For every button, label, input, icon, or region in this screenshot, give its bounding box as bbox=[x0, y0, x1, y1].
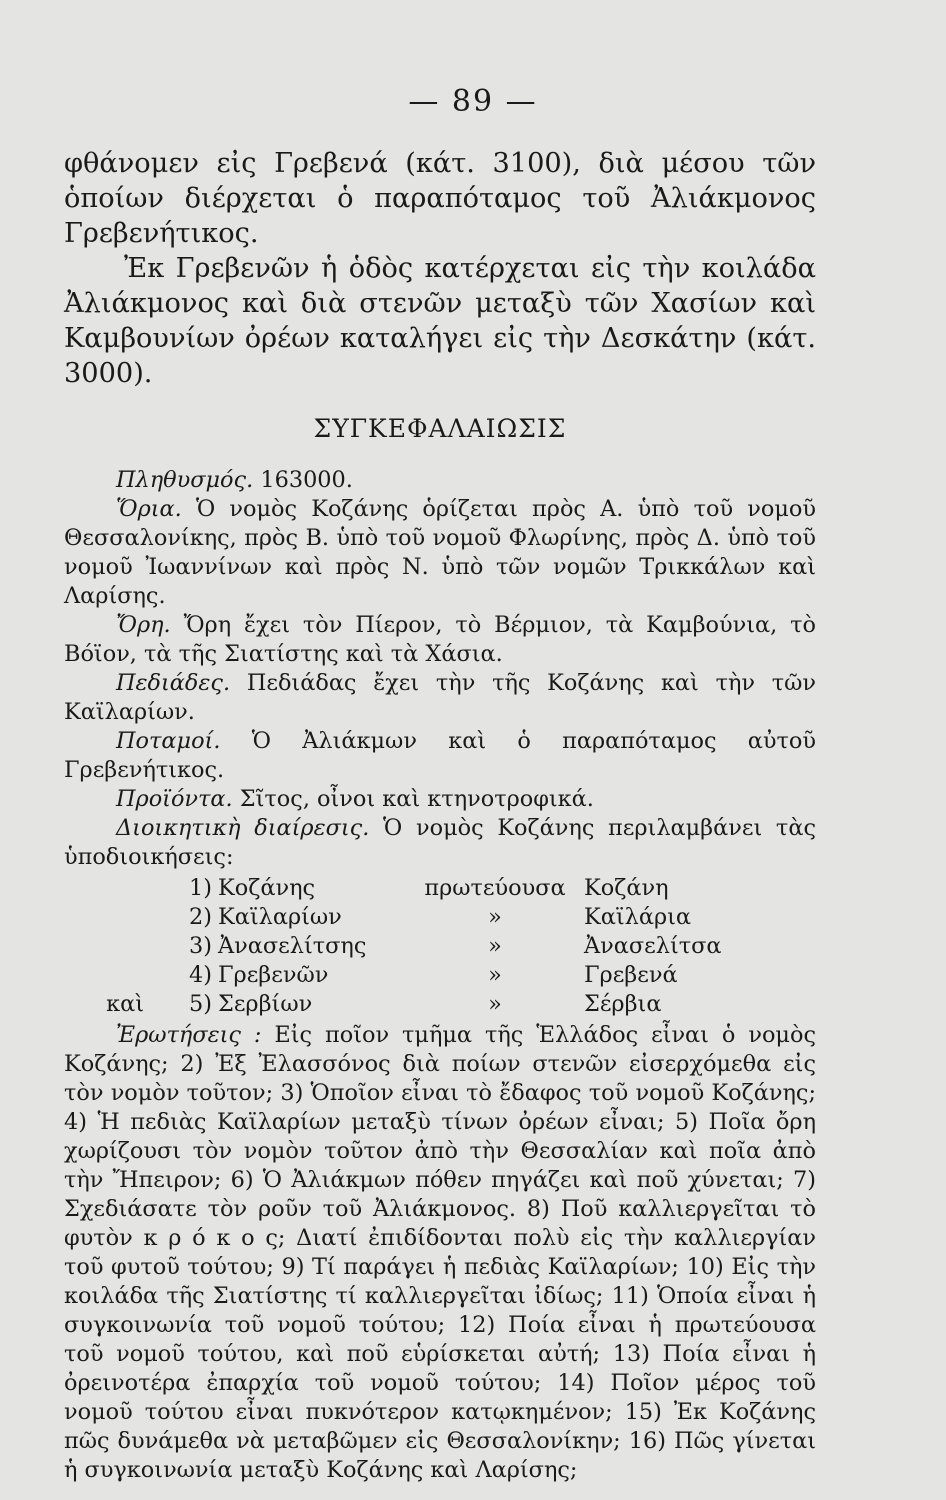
row-capital: Γρεβενά bbox=[584, 962, 678, 988]
products-label: Προϊόντα. bbox=[116, 786, 233, 812]
section-heading: ΣΥΓΚΕΦΑΛΑΙΩΣΙΣ bbox=[313, 414, 567, 443]
row-name: Καϊλαρίων bbox=[218, 904, 342, 930]
row-name: Γρεβενῶν bbox=[218, 962, 329, 988]
page-content bbox=[64, 146, 816, 1485]
division-label: Διοικητικὴ διαίρεσις. bbox=[116, 815, 370, 841]
plains-text: Πεδιάδας ἔχει τὴν τῆς Κοζάνης καὶ τὴν τῶν Καϊλαρίων. bbox=[64, 670, 816, 725]
row-capital: Σέρβια bbox=[584, 991, 662, 1017]
summary-borders bbox=[64, 495, 816, 611]
row-capital: Καϊλάρια bbox=[584, 904, 692, 930]
summary-population bbox=[64, 466, 816, 495]
subdivision-row bbox=[64, 874, 816, 903]
paragraph-2: Ἐκ Γρεβενῶν ἡ ὁδὸς κατέρχεται εἰς τὴν κοιλάδα Ἀλιάκμονος καὶ διὰ στενῶν μεταξὺ τῶν Χασίων καὶ Καμβουνίων ὀρέων καταλήγει εἰς τὴν Δεσκάτην (κάτ. 3000). bbox=[64, 253, 816, 389]
borders-label: Ὅρια. bbox=[116, 496, 182, 522]
mountains-text: Ὄρη ἔχει τὸν Πίερον, τὸ Βέρμιον, τὰ Καμβούνια, τὸ Βόϊον, τὰ τῆς Σιατίστης καὶ τὰ Χάσια. bbox=[64, 612, 816, 667]
row-mid: » bbox=[488, 933, 502, 959]
rivers-text: Ὁ Ἀλιάκμων καὶ ὁ παραπόταμος αὐτοῦ Γρεβενήτικος. bbox=[64, 728, 816, 783]
summary-plains bbox=[64, 669, 816, 727]
row-prefix bbox=[64, 961, 150, 990]
summary-mountains bbox=[64, 611, 816, 669]
row-number: 4) bbox=[189, 962, 212, 988]
row-mid: πρωτεύουσα bbox=[424, 875, 566, 901]
row-number: 1) bbox=[189, 875, 212, 901]
row-mid: » bbox=[488, 962, 502, 988]
row-capital: Κοζάνη bbox=[584, 875, 669, 901]
row-number: 3) bbox=[189, 933, 212, 959]
products-text: Σῖτος, οἶνοι καὶ κτηνοτροφικά. bbox=[239, 786, 594, 812]
rivers-label: Ποταμοί. bbox=[116, 728, 221, 754]
questions-text: Εἰς ποῖον τμῆμα τῆς Ἑλλάδος εἶναι ὁ νομὸς Κοζάνης; 2) Ἐξ Ἐλασσόνος διὰ ποίων στενῶν εἰσερχόμεθα εἰς τὸν νομὸν τοῦτον; 3) Ὁποῖον εἶναι τὸ ἔδαφος τοῦ νομοῦ Κοζάνης; 4) Ἡ πεδιὰς Καϊλαρίων μεταξὺ τίνων ὀρέων εἶναι; 5) Ποῖα ὄρη χωρίζουσι τὸν νομὸν τοῦτον ἀπὸ τὴν Θεσσαλίαν καὶ ποῖα ἀπὸ τὴν Ἤπειρον; 6) Ὁ Ἀλιάκμων πόθεν πηγάζει καὶ ποῦ χύνεται; 7) Σχεδιάσατε τὸν ροῦν τοῦ Ἀλιάκμονος. 8) Ποῦ καλλιεργεῖται τὸ φυτὸν κ ρ ό κ ο ς; Διατί ἐπιδίδονται πολὺ εἰς τὴν καλλιεργίαν τοῦ φυτοῦ τούτου; 9) Τί παράγει ἡ πεδιὰς Καϊλαρίων; 10) Εἰς τὴν κοιλάδα τῆς Σιατίστης τί καλλιεργεῖται ἰδίως; 11) Ὁποία εἶναι ἡ συγκοινωνία τοῦ νομοῦ τούτου; 12) Ποία εἶναι ἡ πρωτεύουσα τοῦ νομοῦ τούτου, καὶ ποῦ εὑρίσκεται αὐτή; 13) Ποία εἶναι ἡ ὀρεινοτέρα ἐπαρχία τοῦ νομοῦ τούτου; 14) Ποῖον μέρος τοῦ νομοῦ τούτου εἶναι πυκνότερον κατῳκημένον; 15) Ἐκ Κοζάνης πῶς δυνάμεθα νὰ μεταβῶμεν εἰς Θεσσαλονίκην; 16) Πῶς γίνεται ἡ συγκοινωνία μεταξὺ Κοζάνης καὶ Λαρίσης; bbox=[64, 1022, 816, 1483]
subdivision-row bbox=[64, 932, 816, 961]
population-text: 163000. bbox=[260, 467, 353, 493]
row-prefix: καὶ bbox=[106, 991, 144, 1017]
mountains-label: Ὄρη. bbox=[116, 612, 171, 638]
subdivision-row bbox=[64, 903, 816, 932]
subdivision-row bbox=[64, 990, 816, 1019]
row-mid: » bbox=[488, 991, 502, 1017]
row-name: Σερβίων bbox=[218, 991, 313, 1017]
row-number: 5) bbox=[189, 991, 212, 1017]
summary-division bbox=[64, 814, 816, 872]
row-prefix bbox=[64, 903, 150, 932]
row-name: Ἀνασελίτσης bbox=[218, 933, 367, 959]
summary-products bbox=[64, 785, 816, 814]
division-text: Ὁ νομὸς Κοζάνης περιλαμβάνει τὰς ὑποδιοικήσεις: bbox=[64, 815, 816, 870]
summary-rivers bbox=[64, 727, 816, 785]
questions-label: Ἐρωτήσεις : bbox=[116, 1022, 262, 1048]
row-number: 2) bbox=[189, 904, 212, 930]
subdivision-row bbox=[64, 961, 816, 990]
page-number: — 89 — bbox=[408, 84, 538, 119]
row-capital: Ἀνασελίτσα bbox=[584, 933, 722, 959]
population-label: Πληθυσμός. bbox=[116, 467, 254, 493]
subdivision-list bbox=[64, 874, 816, 1019]
questions-paragraph bbox=[64, 1021, 816, 1485]
row-mid: » bbox=[488, 904, 502, 930]
borders-text: Ὁ νομὸς Κοζάνης ὁρίζεται πρὸς Α. ὑπὸ τοῦ νομοῦ Θεσσαλονίκης, πρὸς Β. ὑπὸ τοῦ νομοῦ Φλωρίνης, πρὸς Δ. ὑπὸ τοῦ νομοῦ Ἰωαννίνων καὶ πρὸς Ν. ὑπὸ τῶν νομῶν Τρικκάλων καὶ Λαρίσης. bbox=[64, 496, 816, 609]
summary-block bbox=[64, 466, 816, 1485]
paragraph-1: φθάνομεν εἰς Γρεβενά (κάτ. 3100), διὰ μέσου τῶν ὁποίων διέρχεται ὁ παραπόταμος τοῦ Ἀλιάκμονος Γρεβενήτικος. bbox=[64, 148, 816, 249]
plains-label: Πεδιάδες. bbox=[116, 670, 231, 696]
row-name: Κοζάνης bbox=[218, 875, 316, 901]
row-prefix bbox=[64, 874, 150, 903]
row-prefix bbox=[64, 932, 150, 961]
